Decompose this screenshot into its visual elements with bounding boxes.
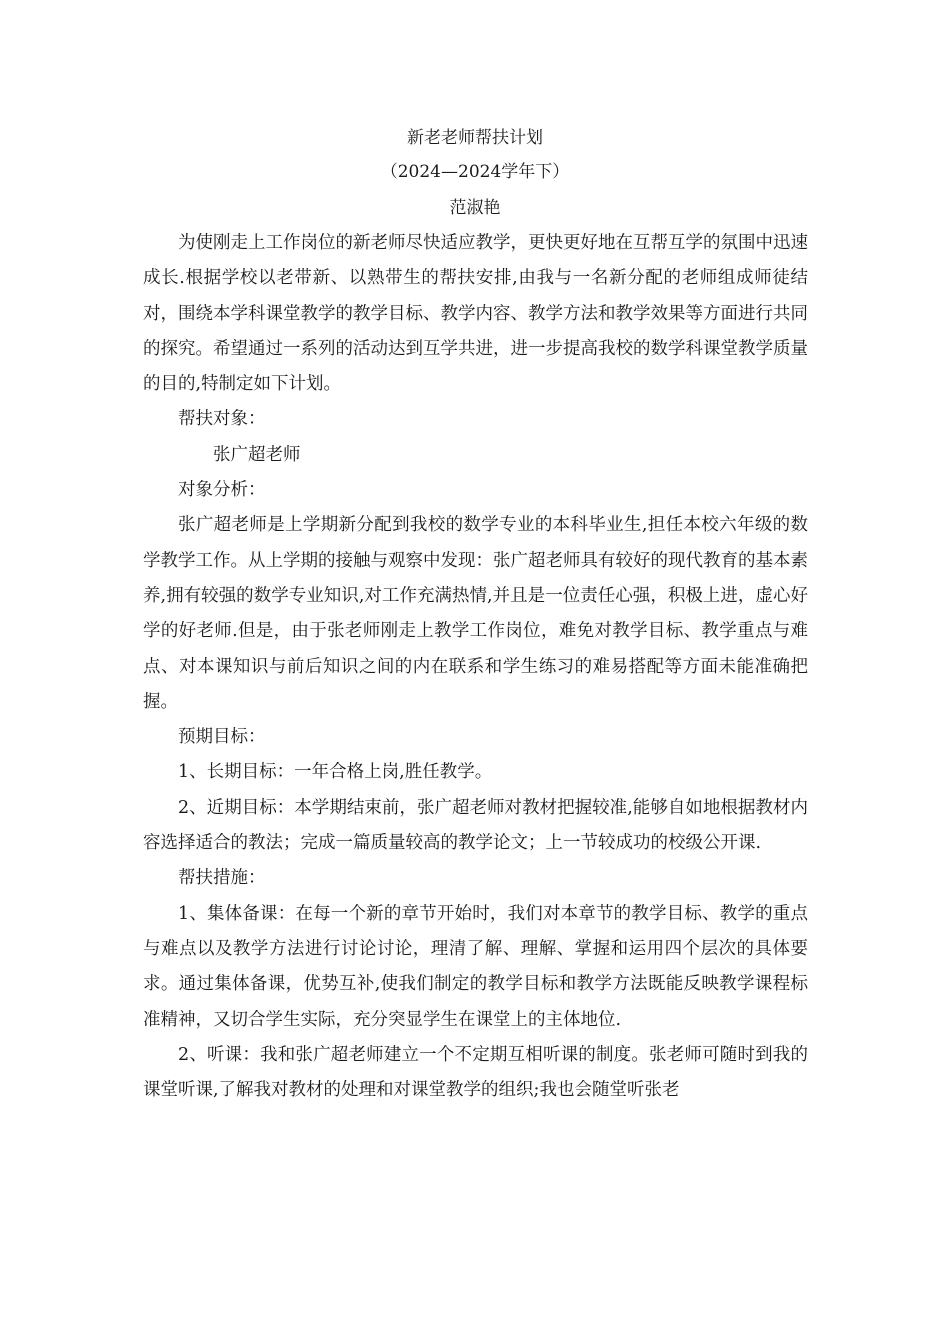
section-heading-target: 帮扶对象： [178,409,266,430]
intro-paragraph: 为使刚走上工作岗位的新老师尽快适应教学，更快更好地在互帮互学的氛围中迅速成长.根据学校以老带新、以熟带生的帮扶安排,由我与一名新分配的老师组成师徒结对，围绕本学科课堂教学的教学目标、教学内容、教学方法和教学效果等方面进行共同的探究。希望通过一系列的活动达到互学共进，进一步提高我校的数学科课堂教学质量的目的,特制定如下计划。 [143,233,808,395]
goal-short-term: 2、近期目标：本学期结束前，张广超老师对教材把握较准,能够自如地根据教材内容选择适合的教法；完成一篇质量较高的教学论文；上一节较成功的校级公开课. [143,797,808,854]
analysis-paragraph: 张广超老师是上学期新分配到我校的数学专业的本科毕业生,担任本校六年级的数学教学工作。从上学期的接触与观察中发现：张广超老师具有较好的现代教育的基本素养,拥有较强的数学专业知识,对工作充满热情,并且是一位责任心强，积极上进，虚心好学的好老师.但是，由于张老师刚走上教学工作岗位，难免对教学目标、教学重点与难点、对本课知识与前后知识之间的内在联系和学生练习的难易搭配等方面未能准确把握。 [143,515,808,712]
section-heading-analysis: 对象分析： [178,480,266,501]
document-title: 新老老师帮扶计划 [407,128,543,148]
section-heading-goals: 预期目标： [178,727,266,748]
measure-group-lesson-prep: 1、集体备课：在每一个新的章节开始时，我们对本章节的教学目标、教学的重点与难点以及教学方法进行讨论讨论，理清了解、理解、掌握和运用四个层次的具体要求。通过集体备课，优势互补,使我们制定的教学目标和教学方法既能反映教学课程标准精神，又切合学生实际，充分突显学生在课堂上的主体地位. [143,903,808,1030]
target-name: 张广超老师 [213,444,301,465]
goal-long-term: 1、长期目标：一年合格上岗,胜任教学。 [178,762,493,783]
measure-class-observation: 2、听课：我和张广超老师建立一个不定期互相听课的制度。张老师可随时到我的课堂听课,了解我对教材的处理和对课堂教学的组织;我也会随堂听张老 [143,1044,808,1101]
document-author: 范淑艳 [449,198,501,218]
document-body [143,226,808,1108]
document-subtitle: （2024—2024学年下） [380,162,570,182]
section-heading-measures: 帮扶措施： [178,868,266,889]
